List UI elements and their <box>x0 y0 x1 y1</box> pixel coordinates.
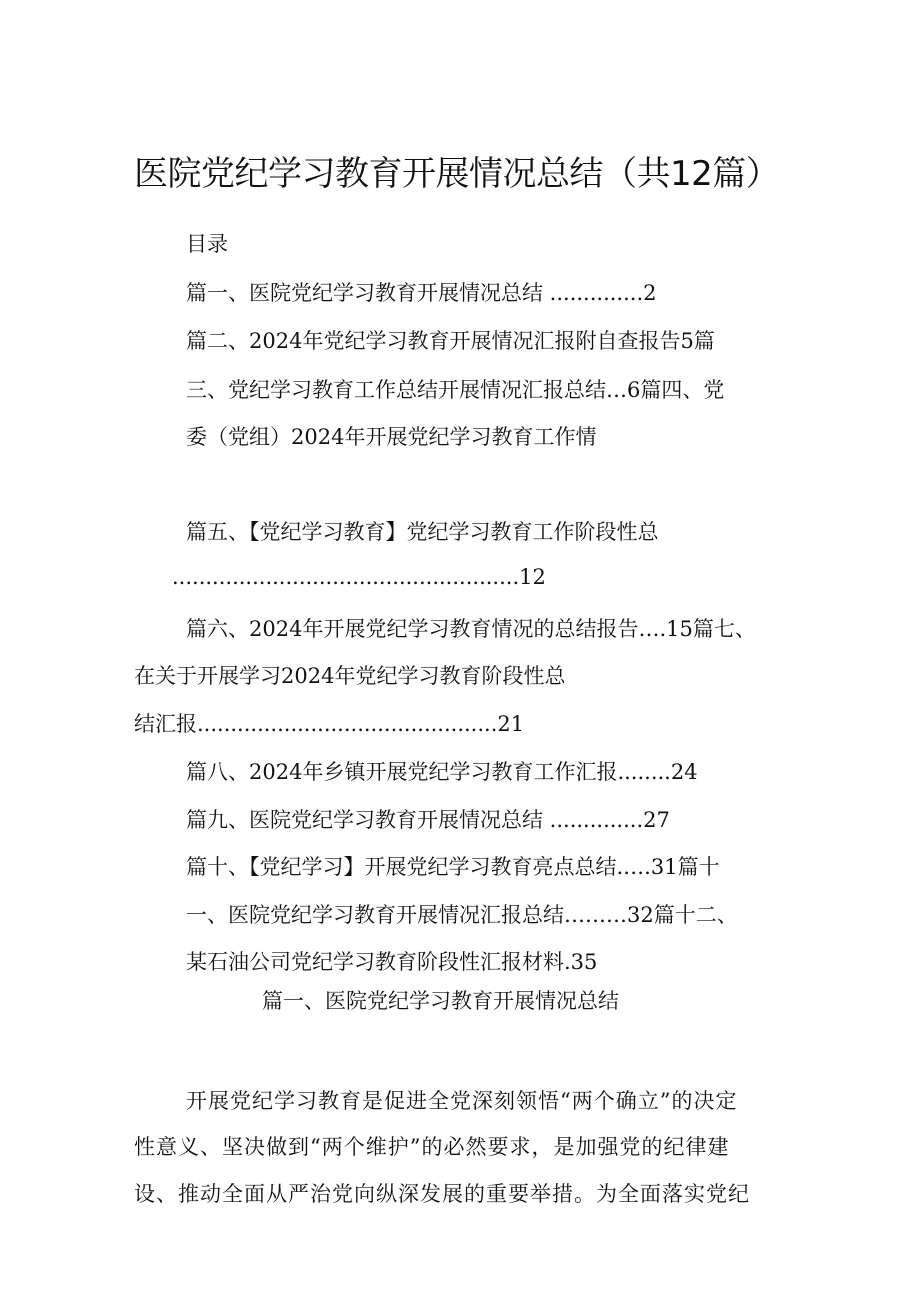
document-title: 医院党纪学习教育开展情况总结（共12篇） <box>134 154 780 194</box>
toc-line: 篇一、医院党纪学习教育开展情况总结 ..............2 <box>186 281 657 305</box>
toc-line: 一、医院党纪学习教育开展情况汇报总结………32篇十二、 <box>186 903 738 927</box>
body-line: 设、推动全面从严治党向纵深发展的重要举措。为全面落实党纪 <box>134 1182 750 1206</box>
section-heading: 篇一、医院党纪学习教育开展情况总结 <box>262 989 619 1013</box>
toc-line: 篇八、2024年乡镇开展党纪学习教育工作汇报........24 <box>186 760 698 784</box>
body-line: 开展党纪学习教育是促进全党深刻领悟“两个确立”的决定 <box>186 1089 738 1113</box>
toc-line: 结汇报.............................................21 <box>134 712 525 736</box>
toc-line: ....................................................12 <box>172 565 546 589</box>
toc-line: 在关于开展学习2024年党纪学习教育阶段性总 <box>134 664 566 688</box>
toc-line: 篇十、【党纪学习】开展党纪学习教育亮点总结.….31篇十 <box>186 855 720 879</box>
toc-line: 篇九、医院党纪学习教育开展情况总结 ..............27 <box>186 808 670 832</box>
toc-line: 某石油公司党纪学习教育阶段性汇报材料.35 <box>186 950 598 974</box>
body-line: 性意义、坚决做到“两个维护”的必然要求，是加强党的纪律建 <box>134 1135 730 1159</box>
toc-line: 篇五、【党纪学习教育】党纪学习教育工作阶段性总 <box>186 520 659 544</box>
toc-line: 篇六、2024年开展党纪学习教育情况的总结报告….15篇七、 <box>186 617 756 641</box>
toc-line: 委（党组）2024年开展党纪学习教育工作情 <box>186 425 597 449</box>
toc-heading: 目录 <box>186 232 228 256</box>
toc-line: 篇二、2024年党纪学习教育开展情况汇报附自查报告5篇 <box>186 329 715 353</box>
toc-line: 三、党纪学习教育工作总结开展情况汇报总结…6篇四、党 <box>186 378 725 402</box>
